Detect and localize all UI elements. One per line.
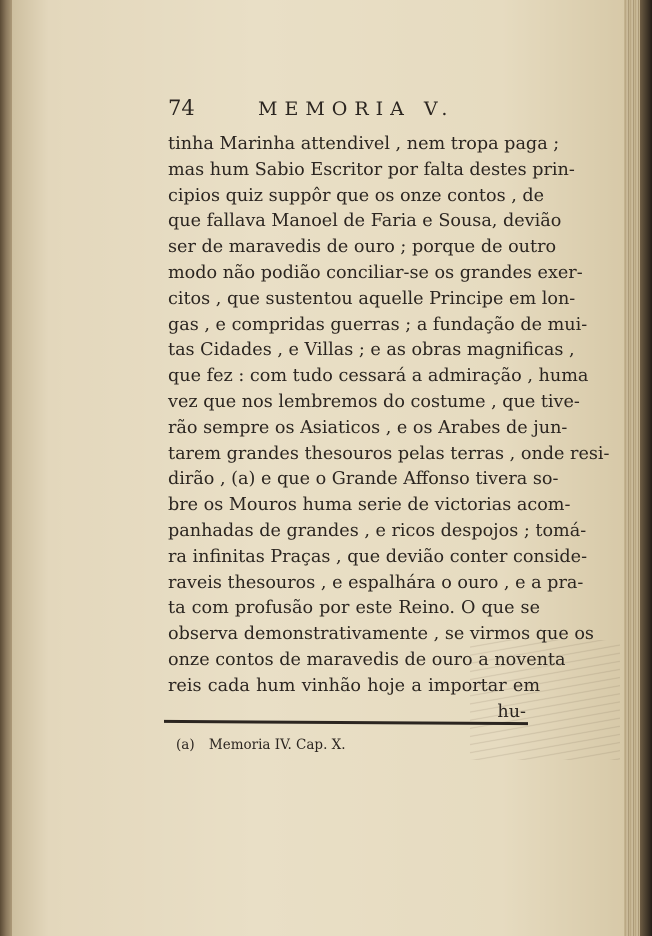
text-line: tas Cidades , e Villas ; e as obras magnificas , xyxy=(168,340,575,361)
text-line: ta com profusão por este Reino. O que se xyxy=(168,598,540,619)
text-line: panhadas de grandes , e ricos despojos ; tomá- xyxy=(168,520,587,541)
footnote-text: Memoria IV. Cap. X. xyxy=(208,737,346,753)
text-line: vez que nos lembremos do costume , que tive- xyxy=(168,391,580,412)
running-head: MEMORIA V. xyxy=(258,98,455,120)
footnote-mark: (a) xyxy=(176,737,195,753)
footnote xyxy=(176,737,346,753)
text-line: bre os Mouros huma serie de victorias acom- xyxy=(168,495,571,516)
catchword: hu- xyxy=(497,701,526,722)
text-line: que fallava Manoel de Faria e Sousa, devião xyxy=(168,211,562,232)
text-line: cipios quiz suppôr que os onze contos , de xyxy=(168,185,545,206)
text-line: reis cada hum vinhão hoje a importar em xyxy=(168,675,540,696)
text-line: que fez : com tudo cessará a admiração , huma xyxy=(168,366,589,387)
text-block xyxy=(168,96,610,725)
text-line: mas hum Sabio Escritor por falta destes prin- xyxy=(168,159,575,180)
text-line: citos , que sustentou aquelle Principe em lon- xyxy=(168,288,576,309)
page-number: 74 xyxy=(168,96,195,120)
page-header xyxy=(168,96,540,130)
text-line: ra infinitas Praças , que devião conter conside- xyxy=(168,546,588,567)
text-line: raveis thesouros , e espalhára o ouro , e a pra- xyxy=(168,572,584,593)
text-line: tinha Marinha attendivel , nem tropa paga ; xyxy=(168,134,560,154)
text-line: dirão , (a) e que o Grande Affonso tivera so- xyxy=(168,469,559,490)
text-line: gas , e compridas guerras ; a fundação de mui- xyxy=(168,314,588,335)
text-line: onze contos de maravedis de ouro a noventa xyxy=(168,649,566,670)
text-line: ser de maravedis de ouro ; porque de outro xyxy=(168,237,557,258)
book-edge-shadow xyxy=(640,0,652,936)
text-line: observa demonstrativamente , se virmos que os xyxy=(168,624,594,645)
text-line: modo não podião conciliar-se os grandes exer- xyxy=(168,262,583,283)
body-text xyxy=(168,132,610,700)
text-line: tarem grandes thesouros pelas terras , onde resi- xyxy=(168,443,610,464)
text-line: rão sempre os Asiaticos , e os Arabes de jun- xyxy=(168,417,568,438)
